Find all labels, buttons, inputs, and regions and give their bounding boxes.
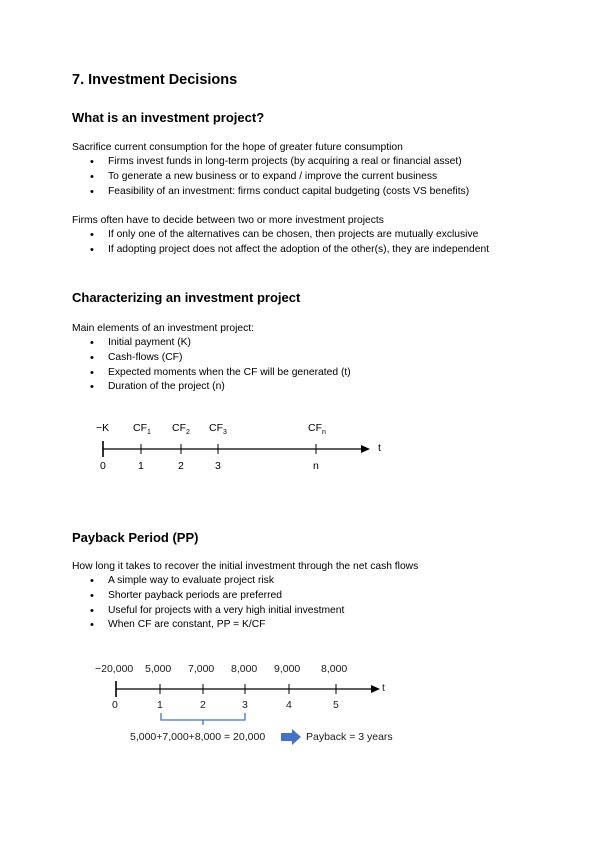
right-arrow-icon [281,729,301,745]
timeline-top-label: 8,000 [321,663,348,675]
section3-intro: How long it takes to recover the initial investment through the net cash flows [72,561,419,572]
section-title-investment-project: What is an investment project? [72,110,265,125]
timeline-top-label: 5,000 [145,663,172,675]
timeline-bottom-label: 4 [286,699,292,711]
timeline-top-label: $CF_3$ [209,422,227,437]
list-item: • Duration of the project (n) [90,380,351,395]
list-item: • Useful for projects with a very high initial investment [90,604,344,619]
list-item: • A simple way to evaluate project risk [90,574,344,589]
timeline-bottom-label: 0 [112,699,118,711]
payback-sum-text: 5,000+7,000+8,000 = 20,000 [130,731,266,743]
list-item: • Firms invest funds in long-term projects (by acquiring a real or financial asset) [90,155,469,170]
timeline-bottom-label: 5 [333,699,339,711]
list-item: • To generate a new business or to expand / improve the current business [90,170,469,185]
section-title-characterizing: Characterizing an investment project [72,290,301,305]
section1-bullet-list-2 [90,228,489,258]
list-item: • Shorter payback periods are preferred [90,589,344,604]
list-item: • Feasibility of an investment: firms conduct capital budgeting (costs VS benefits) [90,185,469,200]
timeline-bottom-label: 3 [215,460,221,472]
timeline-bottom-label: n [313,460,319,472]
page-title: 7. Investment Decisions [72,72,238,88]
timeline-arrowhead [371,685,380,693]
timeline-top-label: $CF_1$ [133,422,151,437]
list-item: • Initial payment (K) [90,336,351,351]
list-item: • Cash-flows (CF) [90,351,351,366]
timeline-top-label: −20,000 [95,663,134,675]
list-item: • If adopting project does not affect the adoption of the other(s), they are independent [90,243,489,258]
payback-bracket [161,713,245,720]
timeline-top-label: $CF_n$ [308,422,326,437]
list-item: • Expected moments when the CF will be generated (t) [90,366,351,381]
timeline-bottom-label: 1 [138,460,144,472]
list-item: • When CF are constant, PP = K/CF [90,618,344,633]
section1-intro: Sacrifice current consumption for the hope of greater future consumption [72,142,403,153]
timeline-bottom-label: 1 [157,699,163,711]
timeline-top-label: −K [96,422,110,434]
section3-bullet-list [90,574,344,633]
timeline-arrowhead [361,445,370,453]
timeline-top-label: $CF_2$ [172,422,190,437]
timeline-bottom-label: 2 [200,699,206,711]
section2-bullet-list [90,336,351,395]
timeline-bottom-label: 0 [100,460,106,472]
timeline-bottom-label: 2 [178,460,184,472]
payback-result-text: Payback = 3 years [306,731,393,743]
list-item: • If only one of the alternatives can be chosen, then projects are mutually exclusive [90,228,489,243]
timeline-top-label: 8,000 [231,663,258,675]
timeline-bottom-label: 3 [242,699,248,711]
section-title-payback-period: Payback Period (PP) [72,530,199,545]
timeline-axis-label: t [378,442,381,454]
section1-bullet-list [90,155,469,199]
section1-intro2: Firms often have to decide between two or more investment projects [72,215,384,226]
timeline-top-label: 9,000 [274,663,301,675]
timeline-axis-label: t [382,682,385,694]
section2-intro: Main elements of an investment project: [72,323,255,334]
timeline-top-label: 7,000 [188,663,215,675]
